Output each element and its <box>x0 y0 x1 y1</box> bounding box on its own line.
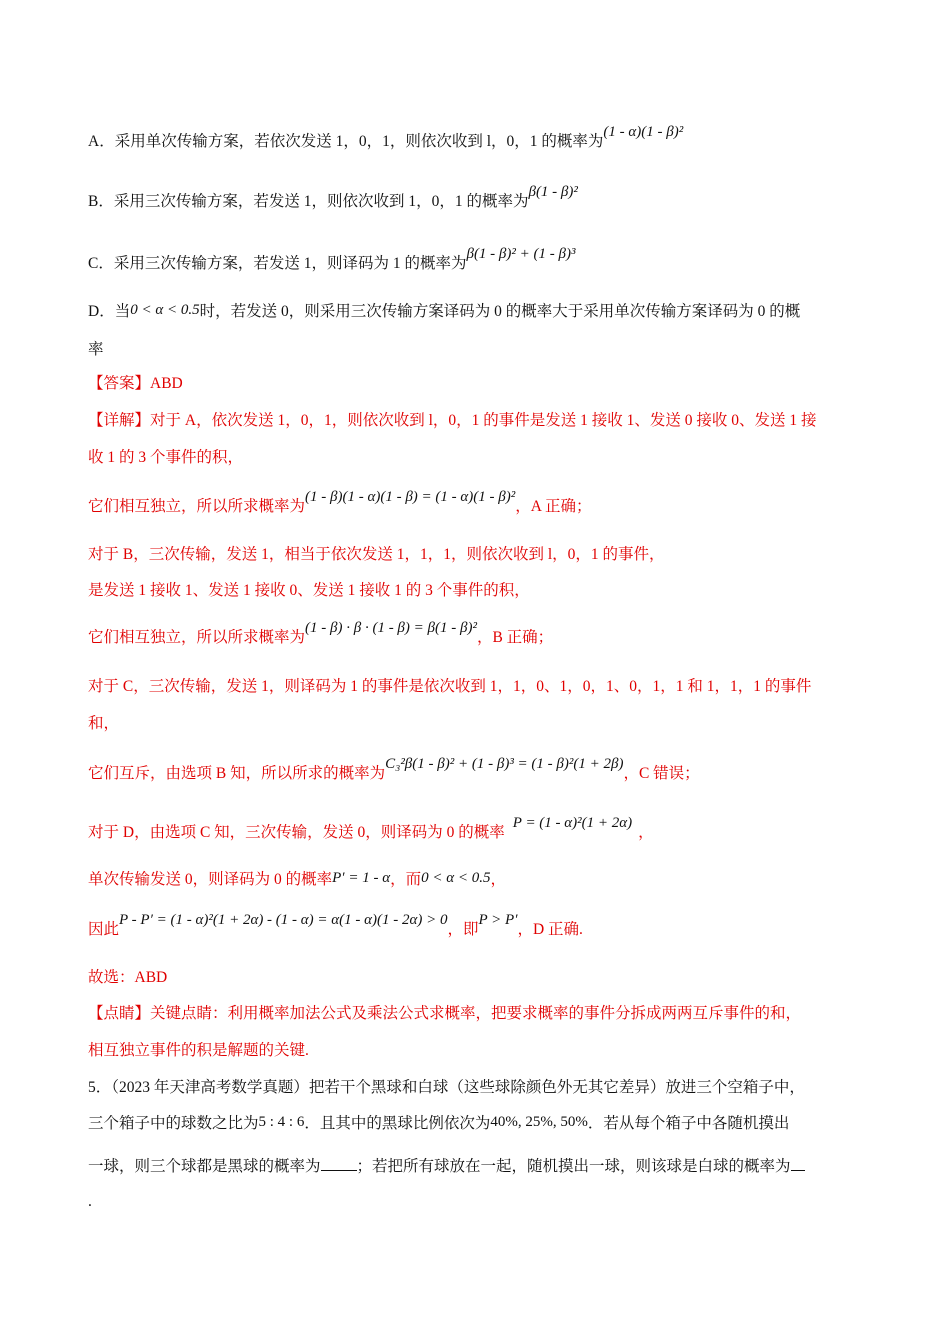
detail-line-11: 单次传输发送 0，则译码为 0 的概率P′ = 1 - α，而0 < α < 0.5， <box>88 870 506 888</box>
detail-line-12: 因此P - P′ = (1 - α)²(1 + 2α) - (1 - α) = α(1 - α)(1 - 2α) > 0，即P > P′，D 正确. <box>88 912 583 938</box>
option-d-cont: 率 <box>88 341 104 358</box>
option-c-text: C．采用三次传输方案，若发送 1，则译码为 1 的概率为 <box>88 255 467 272</box>
answer-blank-2[interactable] <box>791 1156 805 1171</box>
answer-blank-1[interactable] <box>321 1156 357 1171</box>
option-c <box>88 246 576 274</box>
comment-line-1: 【点睛】关键点睛：利用概率加法公式及乘法公式求概率，把要求概率的事件分拆成两两互斥事件的和， <box>88 1005 802 1022</box>
formula-c: C₃²β(1 - β)² + (1 - β)³ = (1 - β)²(1 + 2β) <box>385 756 624 772</box>
q5-line-2: 三个箱子中的球数之比为5 : 4 : 6．且其中的黑球比例依次为40%, 25%, 50%．若从每个箱子中各随机摸出 <box>88 1114 790 1132</box>
detail-line-2: 收 1 的 3 个事件的积， <box>88 449 244 466</box>
comment-label: 【点睛】 <box>88 1005 151 1022</box>
detail-label: 【详解】 <box>88 412 151 429</box>
formula-p: P = (1 - α)²(1 + 2α) <box>512 815 633 831</box>
q5-line-4: . <box>88 1193 92 1210</box>
detail-line-3: 它们相互独立，所以所求概率为(1 - β)(1 - α)(1 - β) = (1 - α)(1 - β)²，A 正确； <box>88 489 592 515</box>
formula-diff: P - P′ = (1 - α)²(1 + 2α) - (1 - α) = α(1 - α)(1 - 2α) > 0 <box>119 912 448 928</box>
detail-line-8: 和， <box>88 715 120 732</box>
option-a-text: A．采用单次传输方案，若依次发送 1，0，1，则依次收到 l，0，1 的概率为 <box>88 133 604 150</box>
option-c-formula: β(1 - β)² + (1 - β)³ <box>466 246 576 262</box>
formula-compare: P > P′ <box>478 912 518 928</box>
q5-line-3: 一球，则三个球都是黑球的概率为 ；若把所有球放在一起，随机摸出一球，则该球是白球的概率为 <box>88 1156 805 1177</box>
detail-line-1: 【详解】对于 A，依次发送 1，0，1，则依次收到 l，0，1 的事件是发送 1 接收 1、发送 0 接收 0、发送 1 接 <box>88 412 817 429</box>
option-b-formula: β(1 - β)² <box>528 184 578 200</box>
detail-line-10: 对于 D，由选项 C 知，三次传输，发送 0，则译码为 0 的概率P = (1 - α)²(1 + 2α)， <box>88 815 654 841</box>
answer: 【答案】ABD <box>88 375 183 392</box>
comment-line-2: 相互独立事件的积是解题的关键. <box>88 1042 309 1059</box>
detail-line-4: 对于 B，三次传输，发送 1，相当于依次发送 1，1，1，则依次收到 l，0，1 的事件， <box>88 546 665 563</box>
detail-line-7: 对于 C，三次传输，发送 1，则译码为 1 的事件是依次收到 1，1，0、1，0，1、0，1，1 和 1，1，1 的事件 <box>88 678 812 695</box>
detail-line-5: 是发送 1 接收 1、发送 1 接收 0、发送 1 接收 1 的 3 个事件的积， <box>88 582 530 599</box>
formula-p-prime: P′ = 1 - α <box>332 870 391 886</box>
formula-alpha-range: 0 < α < 0.5 <box>421 870 491 886</box>
detail-line-6: 它们相互独立，所以所求概率为(1 - β) · β · (1 - β) = β(1 - β)²，B 正确； <box>88 620 554 646</box>
formula-a: (1 - β)(1 - α)(1 - β) = (1 - α)(1 - β)² <box>305 489 516 505</box>
ratio-formula: 5 : 4 : 6 <box>258 1114 305 1130</box>
percent-formula: 40%, 25%, 50% <box>490 1114 588 1130</box>
q5-line-1: 5．（2023 年天津高考数学真题）把若干个黑球和白球（这些球除颜色外无其它差异）放进三个空箱子中， <box>88 1079 805 1096</box>
option-b <box>88 184 578 212</box>
option-d: D．当0 < α < 0.5时，若发送 0，则采用三次传输方案译码为 0 的概率大于采用单次传输方案译码为 0 的概 <box>88 302 801 320</box>
answer-value: ABD <box>150 375 183 392</box>
option-a <box>88 124 684 152</box>
option-b-text: B．采用三次传输方案，若发送 1，则依次收到 1，0，1 的概率为 <box>88 193 529 210</box>
option-d-formula: 0 < α < 0.5 <box>130 302 200 318</box>
option-a-formula: (1 - α)(1 - β)² <box>603 124 684 140</box>
choose-line: 故选：ABD <box>88 969 168 986</box>
detail-line-9: 它们互斥，由选项 B 知，所以所求的概率为C₃²β(1 - β)² + (1 - β)³ = (1 - β)²(1 + 2β)，C 错误； <box>88 756 700 782</box>
formula-b: (1 - β) · β · (1 - β) = β(1 - β)² <box>305 620 477 636</box>
